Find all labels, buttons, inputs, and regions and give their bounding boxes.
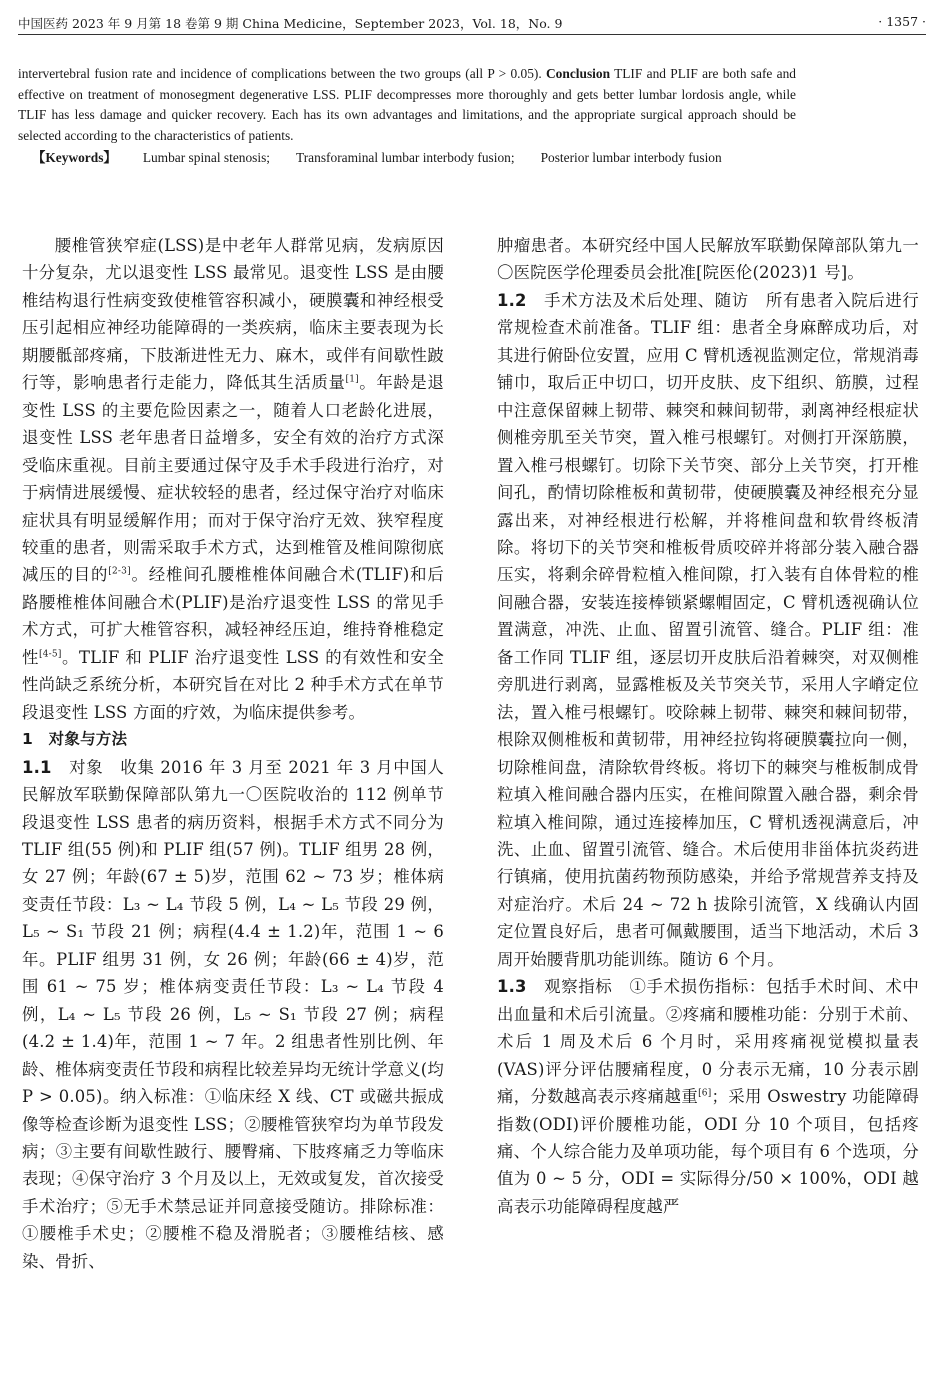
keyword-item: Lumbar spinal stenosis; [142, 150, 271, 165]
subsection-text: ；采用 Oswestry 功能障碍指数(ODI)评价腰椎功能，ODI 分 10 个项目，包括疼痛、个人综合能力及单项功能，每个项目有 6 个选项，分值为 0 ~ 5 分，ODI = 实际得分/50 × 100%，ODI 越高表示功能障碍程度越严 [497, 1087, 919, 1216]
citation: [2-3] [108, 566, 131, 577]
subsection-title: 观察指标 [526, 977, 630, 997]
citation: [4-5] [39, 649, 62, 660]
subsection-1-1 [22, 754, 444, 1276]
intro-text: 腰椎管狭窄症(LSS)是中老年人群常见病，发病原因十分复杂，尤以退变性 LSS 最常见。退变性 LSS 是由腰椎结构退行性病变致使椎管容积减小，硬膜囊和神经根受压引起相应神经功能障碍的一类疾病，临床主要表现为长期腰骶部疼痛，下肢渐进性无力、麻木，或伴有间歇性跛行等，影响患者行走能力，降低其生活质量 [22, 236, 444, 393]
subsection-number: 1.3 [497, 977, 527, 997]
subsection-text: ①手术损伤指标：包括手术时间、术中出血量和术后引流量。②疼痛和腰椎功能：分别于术前、术后 1 周及术后 6 个月时，采用疼痛视觉模拟量表(VAS)评分评估腰痛程度，0 分表示无痛，10 分表示剧痛，分数越高表示疼痛越重 [497, 977, 919, 1107]
subsection-title: 对象 [51, 757, 121, 777]
right-column [497, 232, 919, 1220]
conclusion-label: Conclusion [546, 66, 611, 81]
subsection-text: 所有患者入院后进行常规检查术前准备。TLIF 组：患者全身麻醉成功后，对其进行俯卧位安置，应用 C 臂机透视监测定位，常规消毒铺巾，取后正中切口，切开皮肤、皮下组织、筋膜，过程中注意保留棘上韧带、棘突和棘间韧带，剥离神经根症状侧椎旁肌至关节突，置入椎弓根螺钉。对侧打开深筋膜，置入椎弓根螺钉。切除下关节突、部分上关节突，打开椎间孔，酌情切除椎板和黄韧带，使硬膜囊及神经根充分显露出来，对神经根进行松解，并将椎间盘和软骨终板清除。将切下的关节突和椎板骨质咬碎并将部分装入融合器压实，将剩余碎骨粒植入椎间隙，打入装有自体骨粒的椎间融合器，安装连接棒锁紧螺帽固定，C 臂机透视确认位置满意，冲洗、止血、留置引流管、缝合。PLIF 组：准备工作同 TLIF 组，逐层切开皮肤后沿着棘突，对双侧椎旁肌进行剥离，显露椎板及关节突关节，采用人字嵴定位法，置入椎弓根螺钉。咬除棘上韧带、棘突和棘间韧带，根除双侧椎板和黄韧带，用神经拉钩将硬膜囊拉向一侧，切除椎间盘，清除软骨终板。将切下的棘突与椎板制成骨粒填入椎间融合器内压实，在椎间隙置入融合器，剩余骨粒填入椎间隙，通过连接棒加压，C 臂机透视满意后，冲洗、止血、留置引流管、缝合。术后使用非甾体抗炎药进行镇痛，使用抗菌药物预防感染，并给予常规营养支持及对症治疗。术后 24 ~ 72 h 拔除引流管，X 线确认内固定位置良好后，患者可佩戴腰围，适当下地活动，术后 3 周开始腰背肌功能训练。随访 6 个月。 [497, 290, 919, 969]
running-header [18, 10, 926, 35]
citation: [6] [698, 1088, 712, 1099]
keyword-item: Transforaminal lumbar interbody fusion; [296, 150, 515, 165]
abstract-text-1: intervertebral fusion rate and incidence of complications between the two groups (all P > 0.05). [18, 66, 547, 81]
intro-paragraph [22, 232, 444, 726]
paragraph: 肿瘤患者。本研究经中国人民解放军联勤保障部队第九一〇医院医学伦理委员会批准[院医伦(2023)1 号]。 [497, 236, 919, 283]
intro-text: 。TLIF 和 PLIF 治疗退变性 LSS 的有效性和安全性尚缺乏系统分析，本研究旨在对比 2 种手术方式在单节段退变性 LSS 方面的疗效，为临床提供参考。 [22, 647, 445, 722]
keywords [18, 148, 796, 169]
page-number: · 1357 · [878, 14, 926, 29]
citation: [1] [345, 374, 359, 385]
left-column [22, 232, 444, 1275]
keywords-label: 【Keywords】 [32, 150, 117, 165]
subsection-text: 收集 2016 年 3 月至 2021 年 3 月中国人民解放军联勤保障部队第九一〇医院收治的 112 例单节段退变性 LSS 患者的病历资料，根据手术方式不同分为 TLIF 组(55 例)和 PLIF 组(57 例)。TLIF 组男 28 例，女 27 例；年龄(67 ± 5)岁，范围 62 ~ 73 岁；椎体病变责任节段：L₃ ~ L₄ 节段 5 例，L₄ ~ L₅ 节段 29 例，L₅ ~ S₁ 节段 21 例；病程(4.4 ± 1.2)年，范围 1 ~ 6 年。PLIF 组男 31 例，女 26 例；年龄(66 ± 4)岁，范围 61 ~ 75 岁；椎体病变责任节段：L₃ ~ L₄ 节段 4 例，L₄ ~ L₅ 节段 26 例，L₅ ~ S₁ 节段 27 例；病程(4.2 ± 1.4)年，范围 1 ~ 7 年。2 组患者性别比例、年龄、椎体病变责任节段和病程比较差异均无统计学意义(均 P > 0.05)。纳入标准：①临床经 X 线、CT 或磁共振成像等检查诊断为退变性 LSS；②腰椎管狭窄均为单节段发病；③主要有间歇性跛行、腰臀痛、下肢疼痛乏力等临床表现；④保守治疗 3 个月及以上，无效或复发，首次接受手术治疗；⑤无手术禁忌证并同意接受随访。排除标准：①腰椎手术史；②腰椎不稳及滑脱者；③腰椎结核、感染、骨折、 [22, 757, 445, 1271]
keyword-item: Posterior lumbar interbody fusion [540, 150, 722, 165]
subsection-number: 1.2 [497, 290, 527, 310]
intro-text: 。年龄是退变性 LSS 的主要危险因素之一，随着人口老龄化进展，退变性 LSS 老年患者日益增多，安全有效的治疗方式深受临床重视。目前主要通过保守及手术手段进行治疗，对于病情进展缓慢、症状较轻的患者，经过保守治疗对临床症状具有明显缓解作用；而对于保守治疗无效、狭窄程度较重的患者，则需采取手术方式，达到椎管及椎间隙彻底减压的目的 [22, 373, 444, 585]
intro-text: 。经椎间孔腰椎椎体间融合术(TLIF)和后路腰椎椎体间融合术(PLIF)是治疗退变性 LSS 的常见手术方式，可扩大椎管容积，减轻神经压迫，维持脊椎稳定性 [22, 565, 445, 667]
abstract-text-2: TLIF and PLIF are both safe and effective on treatment of monosegment degenerative LSS. PLIF decompresses more thoroughly and gets better lumbar lordosis angle, while TLIF has less damage and quicker recovery. Each has its own advantages and limitations, and the appropriate surgical approach should be selected according to the characteristics of patients. [18, 66, 796, 143]
section-heading: 1 对象与方法 [22, 730, 128, 749]
journal-citation: 中国医药 2023 年 9 月第 18 卷第 9 期 China Medicine，September 2023，Vol. 18，No. 9 [18, 16, 563, 31]
subsection-1-3 [497, 973, 919, 1220]
abstract-continuation [18, 64, 796, 169]
subsection-1-2 [497, 287, 919, 973]
subsection-title: 手术方法及术后处理、随访 [526, 290, 766, 310]
subsection-number: 1.1 [22, 757, 52, 777]
